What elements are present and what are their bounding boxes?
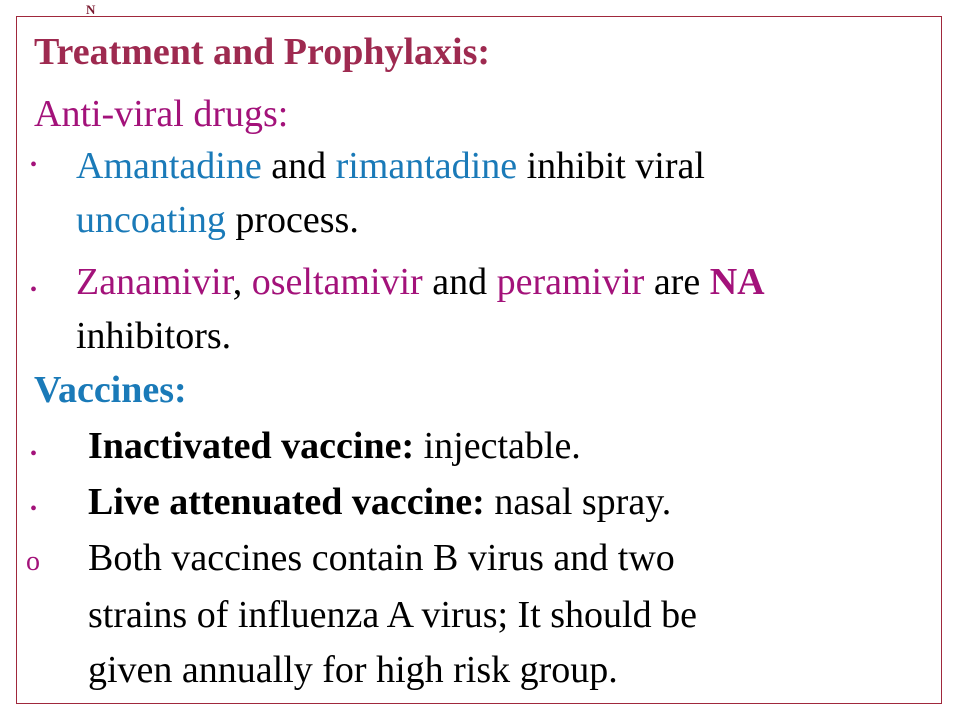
bullet-dot-icon: • bbox=[30, 154, 38, 176]
bullet-dot-icon: • bbox=[30, 279, 38, 301]
text-and: and bbox=[261, 145, 336, 187]
vaccines-heading: Vaccines: bbox=[34, 369, 187, 411]
vaccine-note-line-2: strains of influenza A virus; It should be bbox=[88, 594, 697, 636]
text-comma: , bbox=[232, 261, 252, 303]
text-injectable: injectable. bbox=[414, 425, 581, 467]
bullet-dot-icon: • bbox=[30, 443, 38, 465]
drug-peramivir: peramivir bbox=[496, 261, 645, 303]
antiviral-heading: Anti-viral drugs: bbox=[34, 93, 289, 135]
text-nasal-spray: nasal spray. bbox=[484, 481, 672, 523]
drug-zanamivir: Zanamivir bbox=[76, 261, 233, 303]
corner-mark: N bbox=[86, 2, 96, 17]
antiviral-bullet-2-line-2: inhibitors. bbox=[76, 315, 232, 357]
drug-oseltamivir: oseltamivir bbox=[251, 261, 423, 303]
term-inactivated-vaccine: Inactivated vaccine: bbox=[88, 425, 415, 467]
antiviral-bullet-1-line-2 bbox=[76, 198, 359, 242]
text-inhibit-viral: inhibit viral bbox=[517, 145, 705, 187]
bullet-dot-icon: • bbox=[30, 498, 38, 520]
vaccine-note-line-1: Both vaccines contain B virus and two bbox=[88, 537, 675, 579]
drug-rimantadine: rimantadine bbox=[335, 145, 518, 187]
antiviral-bullet-2-line-1 bbox=[76, 260, 765, 304]
text-process: process. bbox=[225, 199, 359, 241]
drug-amantadine: Amantadine bbox=[76, 145, 262, 187]
vaccine-bullet-1 bbox=[88, 424, 581, 468]
term-na: NA bbox=[709, 261, 765, 303]
text-and: and bbox=[422, 261, 497, 303]
term-uncoating: uncoating bbox=[76, 199, 226, 241]
vaccine-note-line-3: given annually for high risk group. bbox=[88, 649, 618, 691]
slide-title: Treatment and Prophylaxis: bbox=[34, 31, 491, 73]
vaccine-bullet-2 bbox=[88, 480, 671, 524]
antiviral-bullet-1-line-1 bbox=[76, 144, 705, 188]
term-live-attenuated-vaccine: Live attenuated vaccine: bbox=[88, 481, 485, 523]
text-are: are bbox=[644, 261, 710, 303]
circle-bullet-icon: o bbox=[26, 546, 40, 577]
